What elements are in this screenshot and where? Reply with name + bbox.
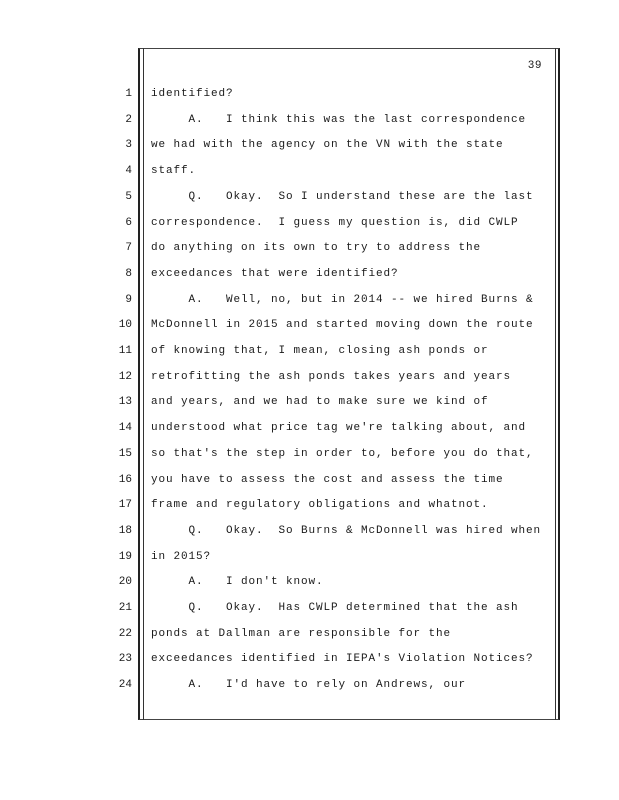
transcript-line: so that's the step in order to, before you do that, <box>151 448 534 460</box>
transcript-line: A. I'd have to rely on Andrews, our <box>151 679 467 691</box>
transcript-line: Q. Okay. Has CWLP determined that the ash <box>151 602 519 614</box>
transcript-line: of knowing that, I mean, closing ash ponds or <box>151 345 489 357</box>
line-number: 16 <box>118 474 132 486</box>
line-number: 21 <box>118 602 132 614</box>
line-number: 1 <box>125 88 132 100</box>
transcript-line: frame and regulatory obligations and whatnot. <box>151 499 489 511</box>
line-number: 14 <box>118 422 132 434</box>
transcript-line: exceedances identified in IEPA's Violation Notices? <box>151 653 534 665</box>
line-number: 11 <box>118 345 132 357</box>
transcript-line: in 2015? <box>151 551 212 563</box>
transcript-line: A. I don't know. <box>151 576 324 588</box>
line-number: 24 <box>118 679 132 691</box>
transcript-line: Q. Okay. So I understand these are the last <box>151 191 534 203</box>
transcript-line: retrofitting the ash ponds takes years and years <box>151 371 512 383</box>
transcript-line: you have to assess the cost and assess the time <box>151 474 504 486</box>
transcript-line: A. I think this was the last correspondence <box>151 114 527 126</box>
transcript-line: and years, and we had to make sure we kind of <box>151 396 489 408</box>
transcript-line: staff. <box>151 165 197 177</box>
left-margin-rule <box>143 48 144 720</box>
transcript-line: correspondence. I guess my question is, did CWLP <box>151 217 519 229</box>
transcript-line: understood what price tag we're talking about, and <box>151 422 527 434</box>
line-number: 18 <box>118 525 132 537</box>
line-number: 15 <box>118 448 132 460</box>
right-margin-rule <box>555 48 556 720</box>
transcript-line: we had with the agency on the VN with the state <box>151 139 504 151</box>
line-number: 23 <box>118 653 132 665</box>
transcript-line: McDonnell in 2015 and started moving down the route <box>151 319 534 331</box>
line-number: 3 <box>125 139 132 151</box>
transcript-line: exceedances that were identified? <box>151 268 399 280</box>
line-number: 8 <box>125 268 132 280</box>
transcript-line: Q. Okay. So Burns & McDonnell was hired when <box>151 525 542 537</box>
transcript-line: do anything on its own to try to address the <box>151 242 482 254</box>
line-number: 2 <box>125 114 132 126</box>
transcript-line: identified? <box>151 88 234 100</box>
line-number: 13 <box>118 396 132 408</box>
line-number: 5 <box>125 191 132 203</box>
line-number: 9 <box>125 294 132 306</box>
line-number: 17 <box>118 499 132 511</box>
line-number: 22 <box>118 628 132 640</box>
line-number: 4 <box>125 165 132 177</box>
line-number: 10 <box>118 319 132 331</box>
line-number: 20 <box>118 576 132 588</box>
transcript-line: ponds at Dallman are responsible for the <box>151 628 452 640</box>
line-number: 12 <box>118 371 132 383</box>
transcript-line: A. Well, no, but in 2014 -- we hired Burns & <box>151 294 534 306</box>
line-number: 19 <box>118 551 132 563</box>
page-number: 39 <box>527 60 542 72</box>
line-number: 7 <box>125 242 132 254</box>
line-number: 6 <box>125 217 132 229</box>
